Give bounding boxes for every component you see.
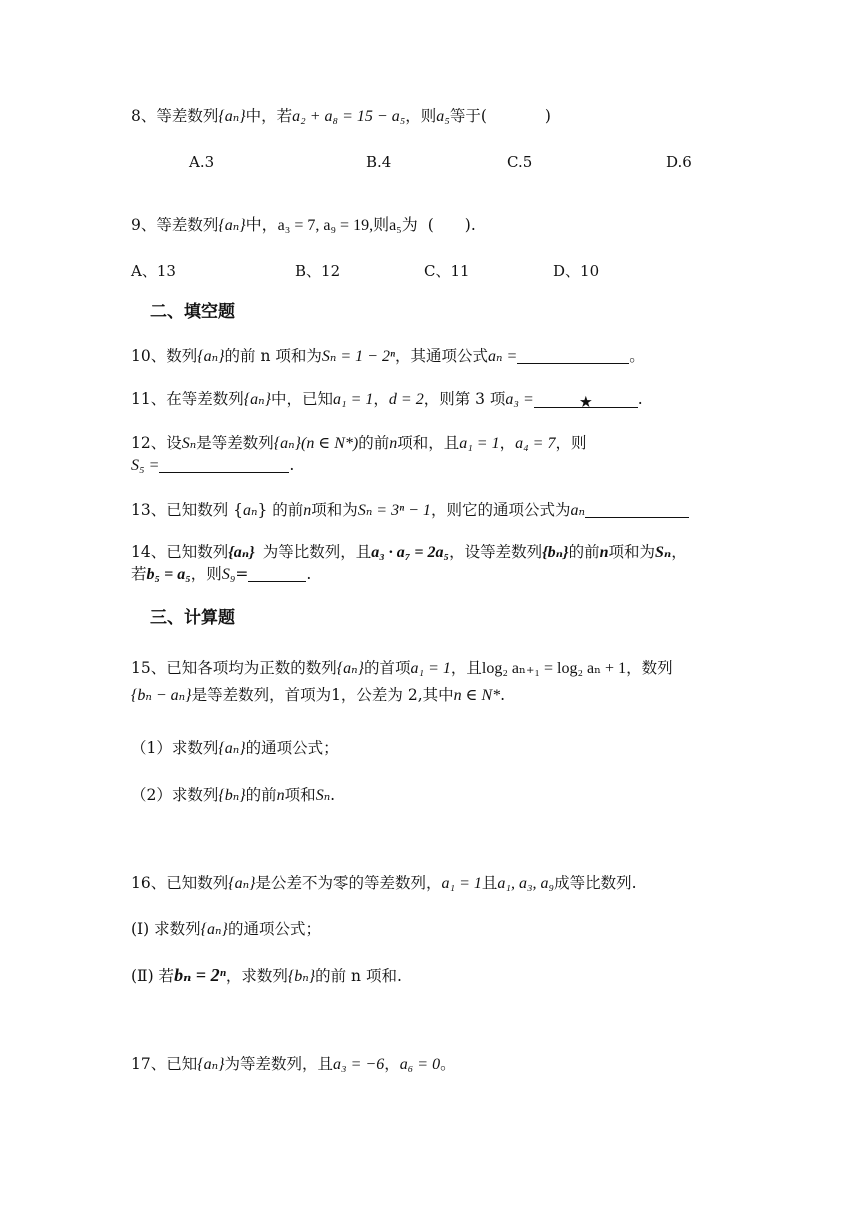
q14-tail3: 项和为	[608, 543, 655, 561]
q14-condition: a₃ · a₇ = 2a₅	[371, 544, 450, 561]
q15-condition: log₂ aₙ₊₁ = log₂ aₙ + 1	[481, 660, 627, 677]
q9-option-c: C、11	[424, 262, 470, 280]
q9-prefix: 9、等差数列	[131, 216, 219, 234]
q9-option-b: B、12	[295, 262, 341, 280]
question-15-line-2	[131, 684, 505, 707]
question-15-line-1	[131, 657, 673, 680]
q16-p1-sequence: {aₙ}	[200, 921, 228, 938]
q14-answer-blank[interactable]	[248, 565, 306, 582]
q10-end: 。	[629, 347, 645, 365]
q11-a3: a₃ =	[505, 391, 534, 408]
q12-sequence: {aₙ}(n ∈ N*)	[273, 435, 359, 452]
question-13	[131, 499, 689, 522]
q16-mid: 是公差不为零的等差数列，	[255, 874, 442, 892]
q8-condition: a₂ + a₈ = 15 − a₅	[292, 108, 406, 125]
q11-end: .	[637, 390, 643, 408]
q12-a4: a₄ = 7	[515, 435, 556, 452]
question-16-part-1	[131, 918, 321, 941]
q13-tail: 项和为	[311, 501, 358, 519]
q13-answer-blank[interactable]	[585, 501, 689, 518]
q9-sequence: {aₙ}	[218, 217, 246, 234]
q8-sequence: {aₙ}	[218, 108, 246, 125]
q16-p2-sequence: {bₙ}	[287, 968, 316, 985]
q13-then: ，则它的通项公式为	[430, 501, 571, 519]
question-15-part-2	[131, 784, 335, 807]
q16-tail2: 成等比数列.	[554, 874, 637, 892]
star-icon: ★	[578, 393, 593, 411]
q15-p1-sequence: {aₙ}	[218, 740, 246, 757]
q14-comma: ，	[671, 543, 687, 561]
q12-end: .	[289, 456, 295, 474]
q13-n: n	[303, 502, 312, 519]
q11-mid: 中，已知	[271, 390, 334, 408]
question-12-line-2	[131, 454, 294, 477]
q15-p2-tail: 项和	[284, 786, 316, 804]
q8-close: )	[544, 107, 551, 125]
q8-then: ，则	[405, 107, 437, 125]
q14-s9: S₉	[221, 566, 236, 583]
q10-prefix: 10、数列	[131, 347, 198, 365]
q16-bn: bₙ = 2ⁿ	[174, 965, 226, 985]
q16-p2-tail: 的前 n 项和.	[315, 967, 402, 985]
q14-end: .	[306, 565, 312, 583]
q14-sequence-b: {bₙ}	[542, 544, 569, 561]
q11-prefix: 11、在等差数列	[131, 390, 244, 408]
question-17	[131, 1053, 456, 1076]
question-16-part-2	[131, 964, 402, 988]
q8-option-d: D.6	[666, 153, 692, 171]
q15-n-in-n: n ∈ N*	[453, 687, 501, 704]
q15-p2-mid: 的前	[245, 786, 277, 804]
q14-b5: b₅ = a₅	[146, 566, 191, 583]
q12-n: n	[389, 435, 398, 452]
q16-p1-tail: 的通项公式；	[227, 920, 321, 938]
q16-p1-prefix: (Ⅰ) 求数列	[131, 920, 201, 938]
q9-option-d: D、10	[553, 262, 600, 280]
q14-n: n	[599, 544, 609, 561]
question-16	[131, 872, 637, 895]
q15-p1-prefix: （1）求数列	[131, 739, 219, 757]
q12-prefix: 12、设	[131, 434, 182, 452]
q13-mid: } 的前	[257, 501, 304, 519]
question-9	[131, 214, 476, 237]
q13-prefix: 13、已知数列 {	[131, 501, 244, 519]
q12-sn: Sₙ	[181, 435, 197, 452]
q15-p2-n: n	[276, 787, 285, 804]
q11-a1: a₁ = 1	[333, 391, 374, 408]
q15-p2-end: .	[330, 786, 336, 804]
q15-line2: 是等差数列，首项为1，公差为 2,其中	[191, 686, 454, 704]
question-11	[131, 388, 643, 411]
q11-comma: ，	[373, 390, 389, 408]
q15-end: .	[500, 686, 506, 704]
q13-an: aₙ	[243, 502, 258, 519]
q17-a3: a₃ = −6	[333, 1056, 385, 1073]
q16-a1: a₁ = 1	[441, 875, 482, 892]
q8-prefix: 8、等差数列	[131, 107, 219, 125]
q15-a1: a₁ = 1	[410, 660, 451, 677]
q16-p2-prefix: (Ⅱ) 若	[131, 967, 175, 985]
q12-tail2: 项和，且	[397, 434, 460, 452]
q11-d: d = 2	[388, 391, 424, 408]
q17-comma: ，	[384, 1055, 400, 1073]
q14-tail: ，设等差数列	[449, 543, 543, 561]
q17-sequence: {aₙ}	[197, 1056, 225, 1073]
q14-mid: 为等比数列，且	[262, 543, 372, 561]
q16-tail: 且	[481, 874, 498, 892]
q13-an2: aₙ	[570, 502, 585, 519]
question-8	[131, 105, 551, 128]
q12-answer-blank[interactable]	[159, 456, 289, 473]
q15-tail: ，且	[450, 659, 482, 677]
q14-sequence: {aₙ}	[228, 544, 255, 561]
q15-sequence: {aₙ}	[336, 660, 365, 677]
section-fill-in: 二、填空题	[150, 302, 235, 322]
q15-p2-sn: Sₙ	[315, 787, 331, 804]
q17-end: 。	[440, 1055, 456, 1073]
q9-tail: ( ).	[427, 216, 476, 234]
q12-mid: 是等差数列	[196, 434, 274, 452]
question-14-line-1	[131, 541, 687, 564]
q16-p2-mid: ，求数列	[225, 967, 288, 985]
q12-tail: 的前	[358, 434, 390, 452]
q14-sn: Sₙ	[655, 544, 672, 561]
q10-formula: Sₙ = 1 − 2ⁿ	[321, 348, 395, 365]
q12-s5: S₅ =	[131, 457, 160, 474]
q12-then: ，则	[555, 434, 587, 452]
q17-a6: a₆ = 0	[399, 1056, 441, 1073]
q13-formula: Sₙ = 3ⁿ − 1	[357, 502, 431, 519]
q11-sequence: {aₙ}	[243, 391, 272, 408]
q10-tail: ，其通项公式	[394, 347, 488, 365]
q11-tail: ，则第 3 项	[423, 390, 506, 408]
q10-sequence: {aₙ}	[197, 348, 225, 365]
q14-tail2: 的前	[568, 543, 600, 561]
q15-tail2: ，数列	[626, 659, 673, 677]
q15-sequence-b: {bₙ − aₙ}	[131, 687, 192, 704]
q10-an: aₙ =	[488, 348, 518, 365]
q15-p1-tail: 的通项公式；	[245, 739, 339, 757]
q8-option-b: B.4	[366, 153, 392, 171]
q15-p2-sequence: {bₙ}	[218, 787, 246, 804]
q15-prefix: 15、已知各项均为正数的数列	[131, 659, 337, 677]
q14-prefix: 14、已知数列	[131, 543, 229, 561]
q16-terms: a₁, a₃, a₉	[497, 875, 555, 892]
q12-a1: a₁ = 1	[459, 435, 500, 452]
q10-answer-blank[interactable]	[517, 347, 629, 364]
q10-mid: 的前 n 项和为	[224, 347, 322, 365]
q14-then: ，则	[190, 565, 222, 583]
q8-option-c: C.5	[507, 153, 533, 171]
q12-comma: ，	[499, 434, 516, 452]
question-15-part-1	[131, 737, 339, 760]
section-calculation: 三、计算题	[150, 608, 235, 628]
q14-eq: =	[235, 565, 249, 583]
q9-option-a: A、13	[131, 262, 176, 280]
q17-prefix: 17、已知	[131, 1055, 198, 1073]
q8-mid: 中，若	[245, 107, 293, 125]
q16-prefix: 16、已知数列	[131, 874, 229, 892]
q9-condition: 中，a₃ = 7, a₉ = 19,则a₅为	[245, 217, 418, 234]
question-12-line-1	[131, 432, 586, 455]
question-10	[131, 345, 645, 368]
question-14-line-2	[131, 563, 311, 586]
q8-option-a: A.3	[189, 153, 215, 171]
q8-target: a₅	[436, 108, 450, 125]
q17-mid: 为等差数列，且	[224, 1055, 334, 1073]
q15-mid: 的首项	[364, 659, 411, 677]
q8-tail: 等于(	[449, 107, 487, 125]
q11-answer-blank[interactable]	[534, 391, 638, 411]
q15-p2-prefix: （2）求数列	[131, 786, 219, 804]
q16-sequence: {aₙ}	[228, 875, 256, 892]
q14-if: 若	[131, 565, 147, 583]
